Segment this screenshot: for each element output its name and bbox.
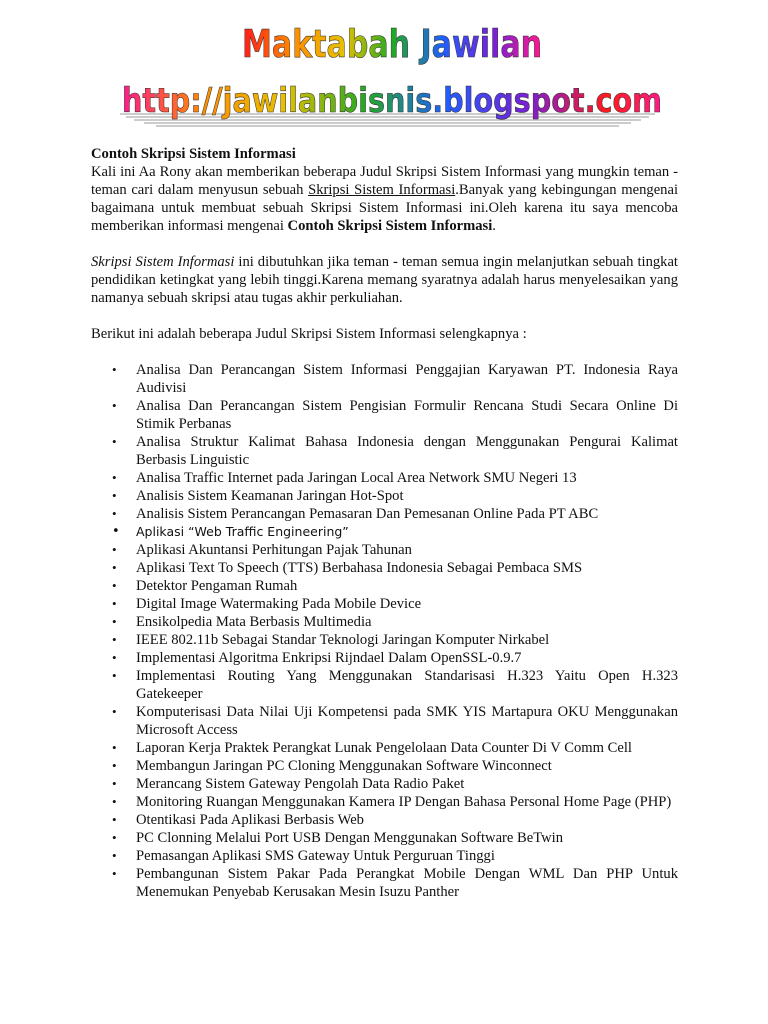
list-item xyxy=(91,757,678,775)
bullet-icon: • xyxy=(112,488,117,503)
list-item xyxy=(91,595,678,613)
bullet-icon: • xyxy=(112,506,117,521)
bullet-icon: • xyxy=(112,524,120,539)
list-item-text: Komputerisasi Data Nilai Uji Kompetensi pada SMK YIS Martapura OKU Menggunakan Microsoft Access xyxy=(136,704,678,738)
spacer xyxy=(91,235,678,253)
list-item xyxy=(91,847,678,865)
intro-text-1: Kali ini Aa Rony akan memberikan beberapa Judul Skripsi Sistem Informasi yang mungkin teman - teman cari dalam menyusun sebuah xyxy=(91,164,678,198)
list-item-text: Laporan Kerja Praktek Perangkat Lunak Pengelolaan Data Counter Di V Comm Cell xyxy=(136,740,632,756)
list-item xyxy=(91,613,678,631)
second-italic: Skripsi Sistem Informasi xyxy=(91,254,235,270)
bullet-icon: • xyxy=(112,812,117,827)
bullet-icon: • xyxy=(112,794,117,809)
banner-graphic xyxy=(0,0,768,140)
bullet-icon: • xyxy=(112,434,117,449)
list-item-text: Pemasangan Aplikasi SMS Gateway Untuk Perguruan Tinggi xyxy=(136,848,495,864)
list-item-text: Aplikasi Text To Speech (TTS) Berbahasa Indonesia Sebagai Pembaca SMS xyxy=(136,560,583,576)
second-text: ini dibutuhkan jika teman - teman semua ingin melanjutkan sebuah tingkat pendidikan ketingkat yang lebih tinggi.Karena memang syaratnya adalah harus menyelesaikan yang namanya sebuah skripsi atau tugas akhir perkuliahan. xyxy=(91,254,678,306)
list-item-text: Monitoring Ruangan Menggunakan Kamera IP Dengan Bahasa Personal Home Page (PHP) xyxy=(136,794,672,810)
list-item-text: Merancang Sistem Gateway Pengolah Data Radio Paket xyxy=(136,776,465,792)
intro-bold: Contoh Skripsi Sistem Informasi xyxy=(287,218,493,234)
list-item-text: Analisa Dan Perancangan Sistem Informasi Penggajian Karyawan PT. Indonesia Raya Audivisi xyxy=(136,362,678,396)
list-item-text: Analisis Sistem Perancangan Pemasaran Dan Pemesanan Online Pada PT ABC xyxy=(136,506,599,522)
spacer xyxy=(91,307,678,325)
bullet-icon: • xyxy=(112,758,117,773)
list-item xyxy=(91,397,678,433)
list-item xyxy=(91,811,678,829)
bullet-icon: • xyxy=(112,578,117,593)
bullet-icon: • xyxy=(112,596,117,611)
list-item-text: Implementasi Routing Yang Menggunakan Standarisasi H.323 Yaitu Open H.323 Gatekeeper xyxy=(136,668,678,702)
intro-paragraph xyxy=(91,163,678,235)
bullet-icon: • xyxy=(112,740,117,755)
bullet-icon: • xyxy=(112,560,117,575)
banner xyxy=(0,0,768,140)
list-item xyxy=(91,829,678,847)
bullet-icon: • xyxy=(112,398,117,413)
thesis-list xyxy=(91,361,678,901)
list-item xyxy=(91,631,678,649)
list-item-text: Analisa Dan Perancangan Sistem Pengisian Formulir Rencana Studi Secara Online Di Stimik Perbanas xyxy=(136,398,678,432)
list-item-text: Implementasi Algoritma Enkripsi Rijndael Dalam OpenSSL-0.9.7 xyxy=(136,650,522,666)
list-item xyxy=(91,559,678,577)
bullet-icon: • xyxy=(112,830,117,845)
list-item-text: PC Clonning Melalui Port USB Dengan Menggunakan Software BeTwin xyxy=(136,830,564,846)
list-item xyxy=(91,865,678,901)
list-item xyxy=(91,541,678,559)
list-item xyxy=(91,739,678,757)
spacer xyxy=(91,343,678,361)
list-item xyxy=(91,649,678,667)
intro-text-3: . xyxy=(492,218,496,234)
list-item-text: Membangun Jaringan PC Cloning Menggunakan Software Winconnect xyxy=(136,758,552,774)
bullet-icon: • xyxy=(112,614,117,629)
list-item xyxy=(91,487,678,505)
bullet-icon: • xyxy=(112,650,117,665)
bullet-icon: • xyxy=(112,776,117,791)
bullet-icon: • xyxy=(112,542,117,557)
second-paragraph xyxy=(91,253,678,307)
bullet-icon: • xyxy=(112,866,117,881)
list-item xyxy=(91,505,678,523)
list-item xyxy=(91,523,678,541)
list-item xyxy=(91,775,678,793)
banner-url: http://jawilanbisnis.blogspot.com xyxy=(122,81,662,121)
intro-link[interactable]: Skripsi Sistem Informasi xyxy=(308,182,456,198)
list-item-text: Aplikasi “Web Traffic Engineering” xyxy=(136,524,349,539)
list-item xyxy=(91,361,678,397)
list-item-text: Aplikasi Akuntansi Perhitungan Pajak Tahunan xyxy=(136,542,412,558)
list-item-text: Analisa Traffic Internet pada Jaringan Local Area Network SMU Negeri 13 xyxy=(136,470,577,486)
banner-title: Maktabah Jawilan xyxy=(242,22,542,66)
bullet-icon: • xyxy=(112,470,117,485)
bullet-icon: • xyxy=(112,848,117,863)
list-item-text: Ensikolpedia Mata Berbasis Multimedia xyxy=(136,614,372,630)
list-item-text: Detektor Pengaman Rumah xyxy=(136,578,298,594)
list-item-text: Otentikasi Pada Aplikasi Berbasis Web xyxy=(136,812,364,828)
list-item-text: Analisis Sistem Keamanan Jaringan Hot-Spot xyxy=(136,488,404,504)
list-item xyxy=(91,469,678,487)
document-body xyxy=(91,145,678,901)
bullet-icon: • xyxy=(112,704,117,719)
list-item-text: Pembangunan Sistem Pakar Pada Perangkat Mobile Dengan WML Dan PHP Untuk Menemukan Penyebab Kerusakan Mesin Isuzu Panther xyxy=(136,866,678,900)
list-intro: Berikut ini adalah beberapa Judul Skripsi Sistem Informasi selengkapnya : xyxy=(91,326,527,342)
bullet-icon: • xyxy=(112,362,117,377)
list-item xyxy=(91,703,678,739)
list-item-text: Digital Image Watermaking Pada Mobile Device xyxy=(136,596,422,612)
list-item xyxy=(91,793,678,811)
intro-text-2: .Banyak yang kebingungan mengenai bagaimana untuk membuat sebuah Skripsi Sistem Informasi ini.Oleh karena itu saya mencoba memberikan informasi mengenai xyxy=(91,182,678,234)
list-item-text: Analisa Struktur Kalimat Bahasa Indonesia dengan Menggunakan Pengurai Kalimat Berbasis Linguistic xyxy=(136,434,678,468)
list-item xyxy=(91,577,678,595)
list-item xyxy=(91,667,678,703)
list-item xyxy=(91,433,678,469)
bullet-icon: • xyxy=(112,632,117,647)
list-item-text: IEEE 802.11b Sebagai Standar Teknologi Jaringan Komputer Nirkabel xyxy=(136,632,550,648)
document-heading: Contoh Skripsi Sistem Informasi xyxy=(91,146,296,162)
bullet-icon: • xyxy=(112,668,117,683)
